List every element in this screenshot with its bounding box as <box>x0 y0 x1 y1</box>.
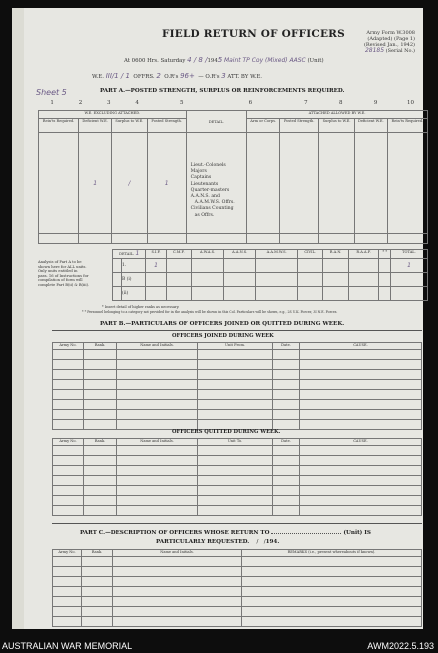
joined-col-name: Name and Initials. <box>117 343 198 350</box>
total-cell-1 <box>39 234 79 244</box>
joined-cell <box>300 400 422 410</box>
archive-footer <box>0 638 438 653</box>
col-deficient-left: Deficient W.E. <box>79 119 112 133</box>
ors-handwritten: 96+ <box>180 72 195 80</box>
total-cell-4 <box>147 234 186 244</box>
joined-cell <box>84 380 117 390</box>
analysis-instructions <box>38 260 89 288</box>
quitted-cell <box>53 496 84 506</box>
part-c-cell <box>53 567 82 577</box>
joined-cell <box>300 390 422 400</box>
footer-accession: AWM2022.5.193 <box>367 641 434 651</box>
quitted-cell <box>117 496 198 506</box>
quitted-cell <box>53 476 84 486</box>
quitted-cell <box>117 466 198 476</box>
col-arm-corps: Arm or Corps. <box>247 119 280 133</box>
joined-cell <box>273 360 300 370</box>
joined-cell <box>53 360 84 370</box>
surplus-left-cell <box>112 133 148 234</box>
analysis-line-2: shown here for ALL units. <box>38 264 87 269</box>
total-cell-8 <box>319 234 355 244</box>
ors-label: O.R's <box>164 74 179 80</box>
quitted-cell <box>198 486 273 496</box>
detail-civilians: Civilians Counting <box>190 206 234 212</box>
joined-cell <box>53 350 84 360</box>
arm-corps-cell <box>247 133 280 234</box>
part-b-rule <box>52 330 422 331</box>
detail-lieutenants: Lieutenants <box>190 181 219 187</box>
quitted-cell <box>273 486 300 496</box>
part-c-cell <box>113 557 242 567</box>
part-c-title-2: PARTICULARLY REQUESTED. <box>156 539 250 545</box>
part-c-col-remarks: REMARKS (i.e., present whereabouts if known). <box>242 550 422 557</box>
analysis-cell <box>298 273 323 287</box>
quitted-cell <box>198 496 273 506</box>
quitted-cell <box>84 466 117 476</box>
analysis-cell <box>391 273 428 287</box>
joined-cell <box>198 350 273 360</box>
joined-cell <box>273 380 300 390</box>
joined-cell <box>300 380 422 390</box>
analysis-total-header: TOTAL. <box>391 250 428 259</box>
surplus-right-cell <box>319 133 355 234</box>
part-c-cell <box>242 567 422 577</box>
part-c-cell <box>113 567 242 577</box>
part-c-cell <box>242 587 422 597</box>
analysis-cell <box>298 287 323 301</box>
col-num-9: 9 <box>373 100 378 106</box>
footer-institution: AUSTRALIAN WAR MEMORIAL <box>2 641 133 651</box>
quitted-cell <box>117 456 198 466</box>
quitted-cell <box>117 506 198 516</box>
analysis-detail-header <box>113 250 146 259</box>
deficient-right-cell <box>354 133 387 234</box>
analysis-cell <box>166 259 191 273</box>
joined-cell <box>117 420 198 430</box>
quitted-cell <box>53 506 84 516</box>
posted-right-cell <box>280 133 319 234</box>
analysis-sif-handwritten: 1 <box>154 262 158 269</box>
posted-left-cell <box>147 133 186 234</box>
joined-cell <box>53 420 84 430</box>
joined-cell <box>198 410 273 420</box>
part-c-col-rank: Rank. <box>82 550 113 557</box>
analysis-detail-label: DETAIL. <box>119 252 135 256</box>
col-reints-right: Rein'ts Required. <box>387 119 427 133</box>
part-c-cell <box>242 617 422 627</box>
analysis-cell <box>379 273 391 287</box>
analysis-line-6: complete Part B(ii) & B(iii). <box>38 282 90 287</box>
detail-majors: Majors <box>190 169 207 175</box>
offrs-handwritten: 2 <box>156 72 161 80</box>
quitted-cell <box>117 486 198 496</box>
analysis-cell <box>348 273 379 287</box>
part-c-cell <box>82 617 113 627</box>
joined-cell <box>84 390 117 400</box>
analysis-cell <box>224 287 256 301</box>
part-c-cell <box>82 607 113 617</box>
joined-cell <box>117 370 198 380</box>
part-b-title: PART B.—PARTICULARS OF OFFICERS JOINED OR QUITTED DURING WEEK. <box>100 321 345 327</box>
analysis-cell <box>224 259 256 273</box>
reints-left-cell <box>39 133 79 234</box>
analysis-cell <box>166 287 191 301</box>
date-handwritten: 4 / 8 / <box>187 56 208 64</box>
analysis-row-b2: (ii) <box>122 287 146 301</box>
joined-cell <box>53 380 84 390</box>
analysis-cmf-header: C.M.F. <box>166 250 191 259</box>
analysis-row-1: 1. <box>122 259 146 273</box>
quitted-cell <box>53 446 84 456</box>
form-sheet <box>12 8 423 629</box>
analysis-line-3: Only units entitled in <box>38 269 78 274</box>
total-cell-5 <box>186 234 247 244</box>
col-num-6: 6 <box>248 100 253 106</box>
joined-cell <box>117 380 198 390</box>
joined-cell <box>198 420 273 430</box>
part-c-cell <box>82 567 113 577</box>
part-c-year: 194 <box>265 539 278 545</box>
attached-header: ATTACHED ALLOWED BY W.E. <box>247 111 428 119</box>
analysis-cell <box>224 273 256 287</box>
serial-label: (Serial No.) <box>385 48 415 54</box>
quitted-cell <box>84 506 117 516</box>
analysis-cell <box>298 259 323 273</box>
part-c-cell <box>242 557 422 567</box>
col-reints-left: Rein'ts Required. <box>39 119 79 133</box>
joined-col-cause: CAUSE. <box>300 343 422 350</box>
joined-cell <box>198 380 273 390</box>
joined-cell <box>84 350 117 360</box>
offrs-label: OFFRS. <box>133 74 155 80</box>
joined-cell <box>117 390 198 400</box>
quitted-col-name: Name and Initials. <box>117 439 198 446</box>
analysis-raaf-header: R.A.A.F. <box>348 250 379 259</box>
joined-cell <box>84 370 117 380</box>
quitted-table <box>52 438 422 516</box>
joined-title: OFFICERS JOINED DURING WEEK <box>172 333 274 339</box>
unit-label: (Unit) <box>307 58 324 64</box>
detail-aamws: A.A.M.W.S. Offrs. <box>194 200 235 206</box>
detail-as-offrs: as Offrs. <box>194 212 215 218</box>
joined-cell <box>198 370 273 380</box>
quitted-cell <box>273 456 300 466</box>
deficient-handwritten: 1 <box>93 179 98 187</box>
analysis-total-handwritten: 1 <box>407 262 411 269</box>
detail-header: DETAIL. <box>186 111 247 133</box>
part-c-cell <box>82 577 113 587</box>
joined-cell <box>84 360 117 370</box>
joined-cell <box>300 350 422 360</box>
joined-cell <box>53 370 84 380</box>
col-num-10: 10 <box>407 100 415 106</box>
unit-handwritten: Maint TP Coy (Mixed) AASC <box>223 57 306 64</box>
total-cell-7 <box>280 234 319 244</box>
year-printed: 194 <box>207 58 218 64</box>
col-posted-left: Posted Strength. <box>147 119 186 133</box>
part-c-cell <box>82 597 113 607</box>
joined-cell <box>273 370 300 380</box>
joined-cell <box>300 370 422 380</box>
part-c-unit-blank <box>271 533 341 534</box>
quitted-cell <box>198 476 273 486</box>
quitted-cell <box>300 506 422 516</box>
analysis-cell <box>256 287 298 301</box>
col-num-7: 7 <box>304 100 308 106</box>
joined-col-date: Date. <box>273 343 300 350</box>
part-c-cell <box>113 577 242 587</box>
part-c-cell <box>82 587 113 597</box>
quitted-title: OFFICERS QUITTED DURING WEEK. <box>172 429 281 435</box>
quitted-col-unit: Unit To. <box>198 439 273 446</box>
analysis-cell <box>348 287 379 301</box>
part-c-cell <box>53 597 82 607</box>
quitted-cell <box>84 456 117 466</box>
quitted-cell <box>300 476 422 486</box>
detail-aans: A.A.N.S. and <box>190 194 220 200</box>
analysis-line-4: para. 16 of Instructions for <box>38 273 89 278</box>
analysis-cell <box>348 259 379 273</box>
quitted-cell <box>273 466 300 476</box>
joined-col-unit: Unit From. <box>198 343 273 350</box>
analysis-cell <box>323 273 348 287</box>
quitted-cell <box>53 486 84 496</box>
part-c-cell <box>113 587 242 597</box>
header-we-line: W.E. III/1 / 1 OFFRS. 2 O.R's 96+ — O.R's 3 ATT. BY W.E. <box>92 72 263 80</box>
quitted-cell <box>84 486 117 496</box>
part-a-title: PART A.—POSTED STRENGTH, SURPLUS OR REINFORCEMENTS REQUIRED. <box>100 88 345 94</box>
part-c-cell <box>53 587 82 597</box>
we-handwritten: III/1 / 1 <box>105 72 130 80</box>
analysis-row-marker-3 <box>113 287 122 301</box>
analysis-sif-cell <box>146 259 166 273</box>
joined-cell <box>117 410 198 420</box>
quitted-col-rank: Rank. <box>84 439 117 446</box>
quitted-cell <box>84 476 117 486</box>
analysis-sif-header: S.I.F. <box>146 250 166 259</box>
part-c-title-1: PART C.—DESCRIPTION OF OFFICERS WHOSE RETURN TO <box>80 530 270 536</box>
col-posted-right: Posted Strength. <box>280 119 319 133</box>
total-cell-10 <box>387 234 427 244</box>
part-c-cell <box>242 607 422 617</box>
analysis-cell <box>379 287 391 301</box>
quitted-cell <box>273 446 300 456</box>
form-revised: (Revised Jan., 1942) <box>363 42 415 48</box>
part-c-cell <box>113 607 242 617</box>
quitted-cell <box>198 466 273 476</box>
joined-cell <box>53 410 84 420</box>
analysis-row-marker-1 <box>113 259 122 273</box>
part-c-rule <box>52 523 422 524</box>
analysis-line-5: compilation of form will <box>38 278 83 283</box>
analysis-awas-header: A.W.A.S. <box>191 250 223 259</box>
analysis-cell <box>379 259 391 273</box>
quitted-cell <box>53 456 84 466</box>
joined-cell <box>300 420 422 430</box>
serial-handwritten: 28185 <box>364 47 385 54</box>
analysis-cell <box>146 273 166 287</box>
analysis-cell <box>323 259 348 273</box>
analysis-cell <box>191 273 223 287</box>
analysis-cell <box>323 287 348 301</box>
part-c-cell <box>113 597 242 607</box>
joined-cell <box>273 410 300 420</box>
analysis-line-1: Analysis of Part A to be <box>38 260 82 264</box>
total-cell-2 <box>79 234 112 244</box>
year-handwritten: 5 <box>217 56 223 64</box>
quitted-cell <box>300 446 422 456</box>
quitted-cell <box>300 486 422 496</box>
part-c-title-line-1 <box>80 530 371 536</box>
total-cell-3 <box>112 234 148 244</box>
analysis-note-2: * * Personnel belonging to a category not provided for in the analysis will be shown in this Col. Particulars will be shown, e.g., 2S U.K. Forces; 3I N.E. Forces. <box>82 310 338 314</box>
quitted-cell <box>300 456 422 466</box>
sheet-handwritten: Sheet 5 <box>36 88 67 97</box>
col-num-4: 4 <box>135 100 139 106</box>
analysis-cell <box>146 287 166 301</box>
analysis-other-header: * * <box>379 250 391 259</box>
total-cell-9 <box>354 234 387 244</box>
analysis-cell <box>191 259 223 273</box>
col-surplus-left: Surplus to W.E. <box>112 119 148 133</box>
part-c-cell <box>53 617 82 627</box>
joined-cell <box>53 400 84 410</box>
ors2-label: O.R's <box>205 74 220 80</box>
joined-cell <box>117 360 198 370</box>
part-c-cell <box>53 607 82 617</box>
joined-col-rank: Rank. <box>84 343 117 350</box>
part-c-cell <box>113 617 242 627</box>
col-num-2: 2 <box>78 100 83 106</box>
analysis-cell <box>256 259 298 273</box>
quitted-col-army: Army No. <box>53 439 84 446</box>
reints-right-cell <box>387 133 427 234</box>
part-c-title-line-2: PARTICULARLY REQUESTED. / /194. <box>156 539 280 545</box>
form-number: Army Form W.3008 <box>366 30 415 36</box>
total-cell-6 <box>247 234 280 244</box>
quitted-cell <box>300 496 422 506</box>
part-c-cell <box>53 557 82 567</box>
part-c-cell <box>242 597 422 607</box>
detail-quartermasters: Quarter-masters <box>190 187 230 193</box>
analysis-detail-handwritten: 1 <box>135 250 140 257</box>
part-c-cell <box>242 577 422 587</box>
col-num-5: 5 <box>180 100 184 106</box>
posted-handwritten: 1 <box>164 179 169 187</box>
analysis-cell <box>256 273 298 287</box>
surplus-handwritten: / <box>128 179 131 187</box>
analysis-row-b1: B (i) <box>122 273 146 287</box>
analysis-table <box>112 249 428 301</box>
joined-cell <box>273 420 300 430</box>
quitted-cell <box>117 446 198 456</box>
joined-cell <box>273 390 300 400</box>
quitted-cell <box>198 506 273 516</box>
joined-cell <box>53 390 84 400</box>
ors2-handwritten: 3 <box>221 72 226 80</box>
joined-cell <box>198 360 273 370</box>
col-deficient-right: Deficient W.E. <box>354 119 387 133</box>
form-number-block <box>364 30 415 54</box>
detail-list <box>186 133 247 234</box>
analysis-cell <box>391 287 428 301</box>
part-a-col-numbers <box>38 100 428 106</box>
quitted-cell <box>273 476 300 486</box>
quitted-cell <box>53 466 84 476</box>
analysis-civil-header: CIVIL. <box>298 250 323 259</box>
quitted-cell <box>198 446 273 456</box>
quitted-cell <box>117 476 198 486</box>
joined-table <box>52 342 422 430</box>
analysis-aamws-header: A.A.M.W.S. <box>256 250 298 259</box>
header-at-line <box>124 56 324 64</box>
part-c-cell <box>82 557 113 567</box>
we-excl-header: W.E. EXCLUDING ATTACHED. <box>39 111 187 119</box>
detail-captains: Captains <box>190 175 212 181</box>
analysis-ran-header: R.A.N. <box>323 250 348 259</box>
joined-cell <box>84 410 117 420</box>
joined-cell <box>84 420 117 430</box>
joined-cell <box>198 390 273 400</box>
col-surplus-right: Surplus to W.E. <box>319 119 355 133</box>
detail-lt-colonels: Lieut.-Colonels <box>190 163 226 168</box>
joined-cell <box>84 400 117 410</box>
quitted-cell <box>84 446 117 456</box>
col-num-1: 1 <box>50 100 54 106</box>
at-text: At 0600 Hrs. Saturday <box>124 58 186 64</box>
joined-col-army: Army No. <box>53 343 84 350</box>
col-num-3: 3 <box>107 100 111 106</box>
joined-cell <box>273 400 300 410</box>
part-c-col-army: Army No. <box>53 550 82 557</box>
quitted-cell <box>84 496 117 506</box>
part-c-cell <box>53 577 82 587</box>
quitted-cell <box>300 466 422 476</box>
quitted-cell <box>273 496 300 506</box>
joined-cell <box>300 410 422 420</box>
analysis-total-cell <box>391 259 428 273</box>
deficient-left-cell <box>79 133 112 234</box>
analysis-aans-header: A.A.N.S. <box>224 250 256 259</box>
part-a-table <box>38 110 428 244</box>
part-c-table <box>52 549 422 627</box>
analysis-cell <box>191 287 223 301</box>
we-label: W.E. <box>92 74 104 80</box>
joined-cell <box>117 350 198 360</box>
quitted-col-date: Date. <box>273 439 300 446</box>
quitted-col-cause: CAUSE. <box>300 439 422 446</box>
quitted-cell <box>273 506 300 516</box>
analysis-row-marker-2 <box>113 273 122 287</box>
analysis-cell <box>166 273 191 287</box>
col-num-8: 8 <box>339 100 343 106</box>
joined-cell <box>117 400 198 410</box>
att-label: ATT. BY W.E. <box>227 74 263 80</box>
part-c-unit-is: (Unit) IS <box>343 530 371 536</box>
joined-cell <box>273 350 300 360</box>
part-c-col-name: Name and Initials. <box>113 550 242 557</box>
form-adapted: (Adapted) (Page 1) <box>367 36 415 42</box>
joined-cell <box>300 360 422 370</box>
analysis-note-1: * Insert detail of higher ranks as necessary. <box>102 305 180 309</box>
form-title: FIELD RETURN OF OFFICERS <box>162 28 345 40</box>
quitted-cell <box>198 456 273 466</box>
joined-cell <box>198 400 273 410</box>
